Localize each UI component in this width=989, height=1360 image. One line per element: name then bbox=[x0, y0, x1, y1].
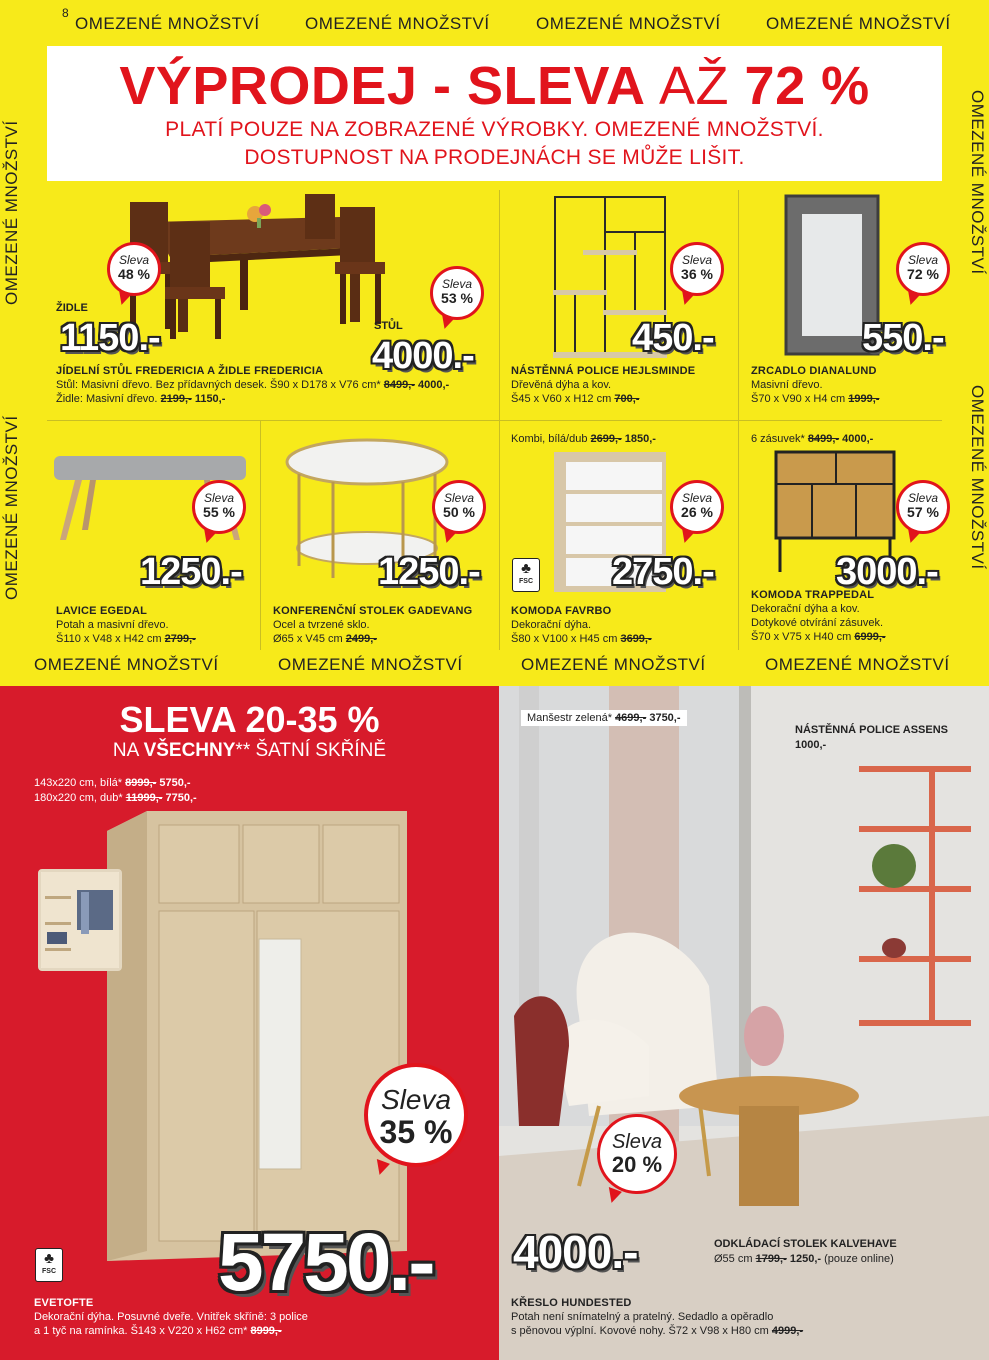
discount-badge bbox=[670, 480, 724, 534]
old-price: 700,- bbox=[614, 393, 640, 405]
table-label: STŮL bbox=[374, 320, 403, 332]
old-price: 1799,- bbox=[755, 1253, 787, 1265]
wardrobe-subtitle bbox=[0, 740, 499, 762]
old-price: 2199,- bbox=[160, 393, 192, 405]
discount-value: 35 % bbox=[379, 1114, 453, 1150]
product-desc: Ocel a tvrzené sklo. bbox=[273, 619, 370, 631]
wardrobe-variant bbox=[34, 776, 191, 790]
desc-text: a 1 tyč na ramínka. Š143 x V220 x H62 cm* bbox=[34, 1325, 248, 1337]
page-number: 8 bbox=[62, 6, 69, 20]
product-desc bbox=[56, 632, 196, 646]
product-desc: Dekorační dýha. Posuvné dveře. Vnitřek skříně: 3 police bbox=[34, 1311, 308, 1323]
coffee-table-price: 1250.- bbox=[378, 551, 480, 593]
product-desc: Dekorační dýha. bbox=[511, 619, 592, 631]
discount-value: 26 % bbox=[681, 504, 713, 520]
side-table-desc bbox=[714, 1253, 894, 1265]
variant-line bbox=[751, 432, 873, 446]
old-price: 8499,- bbox=[807, 433, 840, 445]
fsc-text: FSC bbox=[519, 578, 533, 585]
dining-info bbox=[56, 364, 449, 406]
new-price: 7750,- bbox=[165, 792, 197, 804]
side-table-name: ODKLÁDACÍ STOLEK KALVEHAVE bbox=[714, 1238, 897, 1250]
discount-badge bbox=[430, 266, 484, 320]
subtitle-pre: NA bbox=[112, 740, 139, 761]
old-price: 1999,- bbox=[848, 393, 880, 405]
product-desc: Dekorační dýha a kov. bbox=[751, 603, 860, 615]
wardrobe-price: 5750.- bbox=[218, 1217, 433, 1308]
subtitle-bold: VŠECHNY bbox=[143, 740, 236, 761]
coffee-table-info bbox=[273, 604, 472, 646]
product-desc bbox=[751, 392, 879, 406]
discount-value: 36 % bbox=[681, 266, 713, 282]
wardrobe-section bbox=[0, 686, 499, 1360]
old-price: 6999,- bbox=[854, 631, 886, 643]
product-name: JÍDELNÍ STŮL FREDERICIA A ŽIDLE FREDERICIA bbox=[56, 365, 324, 377]
discount-word: Sleva bbox=[681, 253, 713, 267]
mirror-info bbox=[751, 364, 879, 406]
discount-badge bbox=[896, 242, 950, 296]
limited-label: OMEZENÉ MNOŽSTVÍ bbox=[536, 14, 721, 33]
grid-divider bbox=[47, 420, 942, 421]
variant-line bbox=[511, 432, 656, 446]
wardrobe-info bbox=[34, 1296, 308, 1338]
grid-divider bbox=[738, 420, 739, 650]
new-price: 1250,- bbox=[789, 1253, 822, 1265]
new-price: 5750,- bbox=[159, 777, 191, 789]
limited-label: OMEZENÉ MNOŽSTVÍ bbox=[968, 90, 987, 275]
old-price: 2799,- bbox=[164, 633, 196, 645]
discount-word: Sleva bbox=[118, 253, 150, 267]
corduroy-variant bbox=[521, 710, 687, 726]
product-desc bbox=[751, 630, 886, 644]
product-desc bbox=[56, 378, 449, 392]
desc-text: Š70 x V75 x H40 cm bbox=[751, 631, 852, 643]
new-price: 3750,- bbox=[649, 712, 681, 724]
limited-label: OMEZENÉ MNOŽSTVÍ bbox=[765, 655, 950, 674]
limited-label: OMEZENÉ MNOŽSTVÍ bbox=[2, 415, 21, 600]
table-price: 4000.- bbox=[372, 335, 474, 377]
limited-label: OMEZENÉ MNOŽSTVÍ bbox=[521, 655, 706, 674]
discount-badge bbox=[432, 480, 486, 534]
assens-price: 1000,- bbox=[795, 739, 827, 751]
desc-text: Š45 x V60 x H12 cm bbox=[511, 393, 612, 405]
grid-divider bbox=[499, 190, 500, 420]
tree-icon: ♣ bbox=[521, 560, 531, 577]
old-price: 4699,- bbox=[615, 712, 647, 724]
discount-value: 53 % bbox=[441, 290, 473, 306]
desc-text: Ø65 x V45 cm bbox=[273, 633, 343, 645]
product-desc: Potah a masivní dřevo. bbox=[56, 619, 169, 631]
limited-label: OMEZENÉ MNOŽSTVÍ bbox=[305, 14, 490, 33]
armchair-info bbox=[511, 1296, 803, 1338]
discount-word: Sleva bbox=[681, 491, 713, 505]
limited-label: OMEZENÉ MNOŽSTVÍ bbox=[2, 120, 21, 305]
product-desc bbox=[511, 632, 652, 646]
bench-info bbox=[56, 604, 196, 646]
desc-text: s pěnovou výplní. Kovové nohy. Š72 x V98 x H80 cm bbox=[511, 1325, 769, 1337]
discount-word: Sleva bbox=[203, 491, 235, 505]
product-name: KOMODA FAVRBO bbox=[511, 605, 612, 617]
product-name: NÁSTĚNNÁ POLICE HEJLSMINDE bbox=[511, 365, 696, 377]
desc-text: Stůl: Masivní dřevo. Bez přídavných desek. Š90 x D178 x V76 cm* bbox=[56, 379, 381, 391]
interior-illustration bbox=[41, 872, 119, 968]
old-price: 11999,- bbox=[125, 792, 163, 804]
chair-label: ŽIDLE bbox=[56, 302, 88, 314]
favrbo-price: 2750.- bbox=[612, 551, 714, 593]
limited-label: OMEZENÉ MNOŽSTVÍ bbox=[278, 655, 463, 674]
old-price: 3699,- bbox=[620, 633, 652, 645]
old-price: 2499,- bbox=[345, 633, 377, 645]
discount-word: Sleva bbox=[380, 1084, 452, 1115]
wardrobe-variant bbox=[34, 791, 197, 805]
old-price: 8999,- bbox=[125, 777, 157, 789]
grid-divider bbox=[738, 190, 739, 420]
discount-badge bbox=[192, 480, 246, 534]
wardrobe-image bbox=[107, 811, 407, 1261]
shelf-price: 450.- bbox=[632, 317, 714, 359]
product-desc bbox=[511, 1324, 803, 1338]
grid-divider bbox=[499, 420, 500, 650]
fsc-logo bbox=[512, 558, 540, 592]
product-desc bbox=[56, 392, 449, 406]
fsc-text: FSC bbox=[42, 1268, 56, 1275]
limited-label: OMEZENÉ MNOŽSTVÍ bbox=[968, 385, 987, 570]
discount-value: 72 % bbox=[907, 266, 939, 282]
variant-text: 143x220 cm, bílá* bbox=[34, 777, 123, 789]
chair-price: 4000.- bbox=[513, 1226, 638, 1278]
discount-badge bbox=[670, 242, 724, 296]
trappedal-price: 3000.- bbox=[836, 551, 938, 593]
online-note: (pouze online) bbox=[824, 1253, 894, 1265]
old-price: 8499,- bbox=[383, 379, 415, 391]
product-name: ZRCADLO DIANALUND bbox=[751, 365, 877, 377]
variant-text: Manšestr zelená* bbox=[527, 712, 612, 724]
product-name: KŘESLO HUNDESTED bbox=[511, 1297, 632, 1309]
product-desc bbox=[511, 392, 695, 406]
product-desc: Masivní dřevo. bbox=[751, 379, 823, 391]
limited-label: OMEZENÉ MNOŽSTVÍ bbox=[75, 14, 260, 33]
subtitle-post: ** ŠATNÍ SKŘÍNĚ bbox=[235, 740, 387, 761]
new-price: 4000,- bbox=[842, 433, 874, 445]
discount-word: Sleva bbox=[443, 491, 475, 505]
new-price: 1150,- bbox=[194, 393, 226, 405]
mirror-price: 550.- bbox=[862, 317, 944, 359]
product-desc bbox=[34, 1324, 308, 1338]
sale-header bbox=[47, 46, 942, 181]
sale-title-percent: 72 % bbox=[744, 56, 870, 116]
tree-icon: ♣ bbox=[44, 1250, 54, 1267]
discount-value: 48 % bbox=[118, 266, 150, 282]
bench-price: 1250.- bbox=[140, 551, 242, 593]
discount-word: Sleva bbox=[907, 491, 939, 505]
variant-text: Kombi, bílá/dub bbox=[511, 433, 588, 445]
desc-text: Š70 x V90 x H4 cm bbox=[751, 393, 846, 405]
sale-title-main: VÝPRODEJ - SLEVA bbox=[119, 56, 644, 116]
sale-subtitle-1: PLATÍ POUZE NA ZOBRAZENÉ VÝROBKY. OMEZENÉ MNOŽSTVÍ. bbox=[165, 118, 824, 141]
variant-text: 6 zásuvek* bbox=[751, 433, 805, 445]
discount-value: 20 % bbox=[611, 1152, 663, 1177]
discount-value: 57 % bbox=[907, 504, 939, 520]
product-desc: Potah není snímatelný a pratelný. Sedadlo a opěradlo bbox=[511, 1311, 774, 1323]
sale-subtitle-2: DOSTUPNOST NA PRODEJNÁCH SE MŮŽE LIŠIT. bbox=[244, 146, 745, 169]
new-price: 4000,- bbox=[417, 379, 450, 391]
old-price: 4999,- bbox=[771, 1325, 804, 1337]
living-room-section bbox=[499, 686, 989, 1360]
discount-badge bbox=[896, 480, 950, 534]
product-name: LAVICE EGEDAL bbox=[56, 605, 148, 617]
product-desc: Dotykové otvírání zásuvek. bbox=[751, 617, 884, 629]
fsc-logo bbox=[35, 1248, 63, 1282]
shelf-info bbox=[511, 364, 695, 406]
discount-value: 55 % bbox=[203, 504, 235, 520]
limited-label: OMEZENÉ MNOŽSTVÍ bbox=[34, 655, 219, 674]
discount-badge bbox=[107, 242, 161, 296]
discount-badge bbox=[364, 1063, 468, 1167]
old-price: 8999,- bbox=[250, 1325, 282, 1337]
assens-name: NÁSTĚNNÁ POLICE ASSENS bbox=[795, 724, 949, 736]
desc-text: Š80 x V100 x H45 cm bbox=[511, 633, 618, 645]
grid-divider bbox=[260, 420, 261, 650]
new-price: 1850,- bbox=[624, 433, 656, 445]
favrbo-info bbox=[511, 604, 652, 646]
discount-word: Sleva bbox=[441, 277, 473, 291]
wardrobe-interior-image bbox=[38, 869, 122, 971]
sale-title bbox=[47, 56, 942, 116]
trappedal-info bbox=[751, 588, 886, 644]
product-name: KONFERENČNÍ STOLEK GADEVANG bbox=[273, 605, 473, 617]
wardrobe-title: SLEVA 20-35 % bbox=[119, 699, 380, 740]
desc-text: Židle: Masivní dřevo. bbox=[56, 393, 158, 405]
product-name: KOMODA TRAPPEDAL bbox=[751, 589, 875, 601]
discount-badge bbox=[597, 1114, 677, 1194]
limited-label: OMEZENÉ MNOŽSTVÍ bbox=[766, 14, 951, 33]
variant-text: 180x220 cm, dub* bbox=[34, 792, 123, 804]
desc-text: Ø55 cm bbox=[714, 1253, 753, 1265]
product-desc: Dřevěná dýha a kov. bbox=[511, 379, 612, 391]
product-name: EVETOFTE bbox=[34, 1297, 94, 1309]
discount-value: 50 % bbox=[443, 504, 475, 520]
desc-text: Š110 x V48 x H42 cm bbox=[56, 633, 162, 645]
chair-price: 1150.- bbox=[60, 317, 160, 359]
old-price: 2699,- bbox=[590, 433, 622, 445]
discount-word: Sleva bbox=[611, 1131, 663, 1153]
sale-title-az: AŽ bbox=[659, 56, 730, 116]
discount-word: Sleva bbox=[907, 253, 939, 267]
product-desc bbox=[273, 632, 472, 646]
